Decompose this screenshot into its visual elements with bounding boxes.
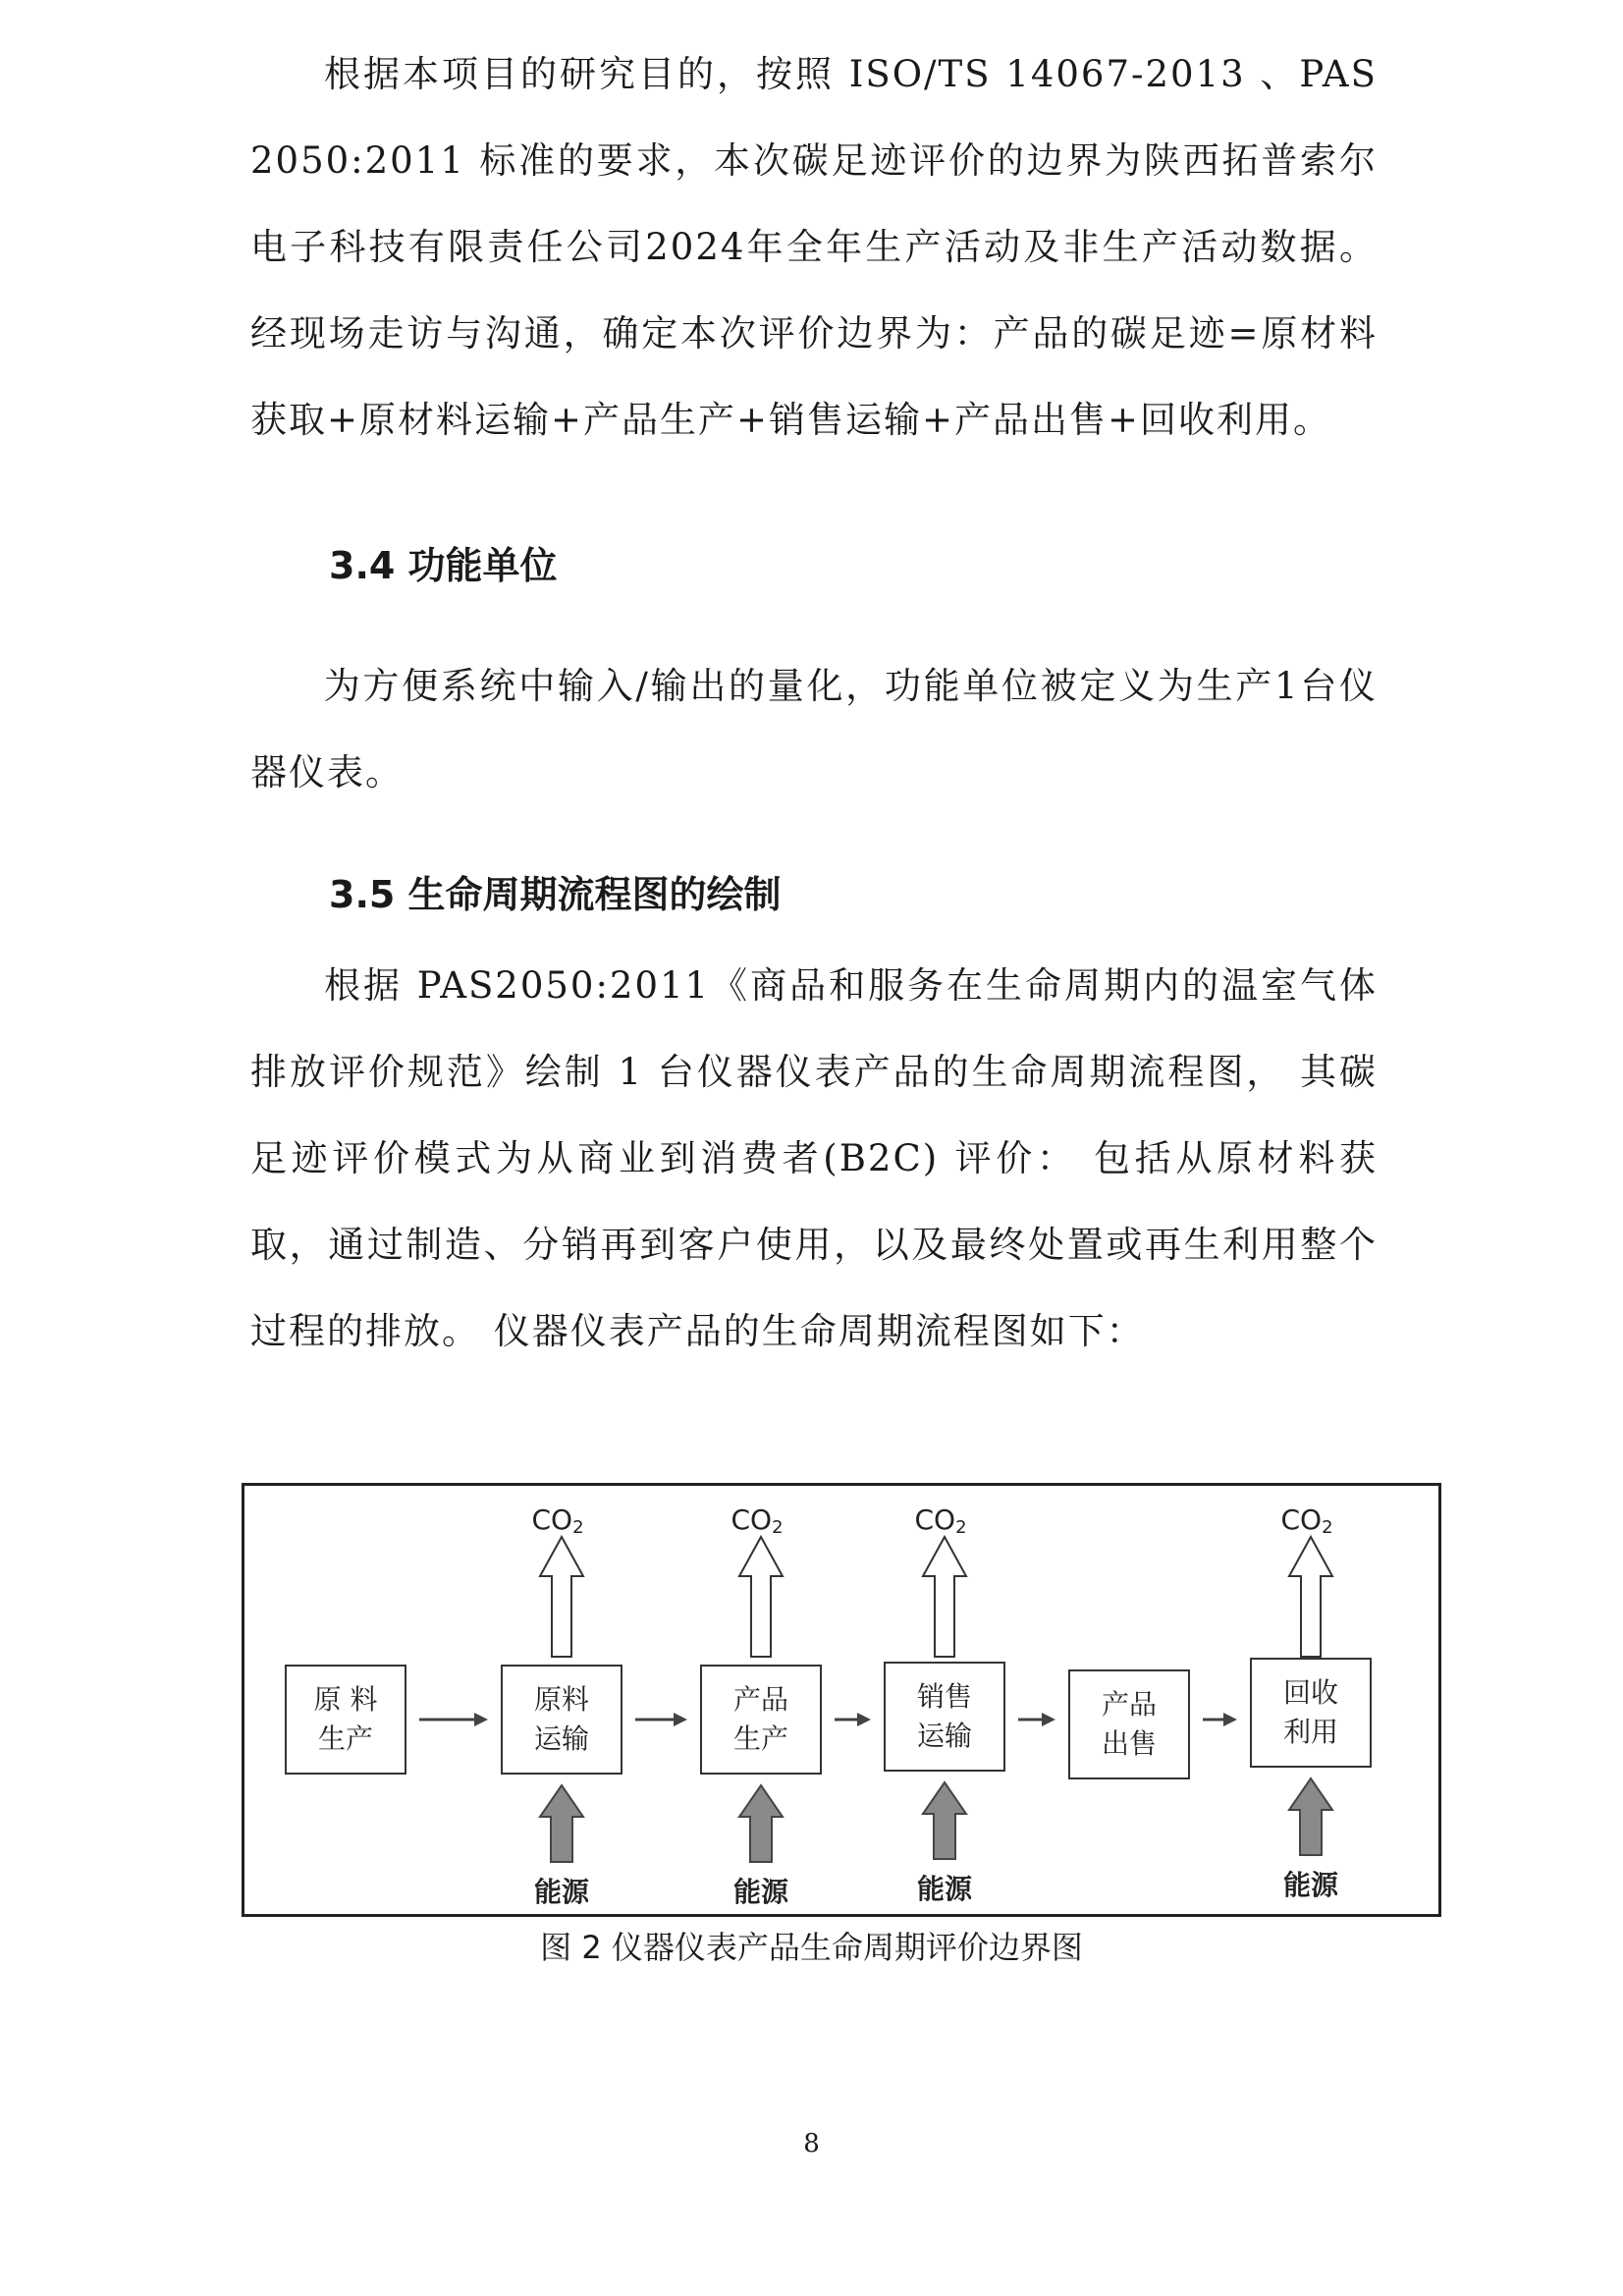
energy-label-2: 能源 <box>732 1876 789 1908</box>
stage-box-3 <box>885 1663 1004 1771</box>
energy-label-1: 能源 <box>533 1876 590 1908</box>
stage-label-0-line1: 原 料 <box>313 1683 378 1716</box>
stage-box-4 <box>1069 1670 1189 1778</box>
stage-label-5-line2: 利用 <box>1282 1716 1339 1748</box>
stage-box-0 <box>286 1666 406 1774</box>
energy-label-3: 能源 <box>916 1873 973 1905</box>
stage-label-1-line2: 运输 <box>533 1722 590 1755</box>
stage-box-1 <box>502 1666 622 1774</box>
stage-label-4-line2: 出售 <box>1101 1727 1158 1760</box>
paragraph-lifecycle: 根据 PAS2050:2011《商品和服务在生命周期内的温室气体排放评价规范》绘制 1 台仪器仪表产品的生命周期流程图， 其碳足迹评价模式为从商业到消费者(B2C) 评价： 包括从原材料获取，通过制造、分销再到客户使用，以及最终处置或再生利用整个过程的排放。 仪器仪表产品的生命周期流程图如下： <box>250 964 1378 1352</box>
co2-arrow-1 <box>540 1537 583 1657</box>
energy-arrow-1 <box>540 1785 583 1862</box>
stage-label-1-line1: 原料 <box>533 1683 590 1716</box>
stage-label-4-line1: 产品 <box>1101 1688 1158 1721</box>
paragraph-functional-unit: 为方便系统中输入/输出的量化，功能单位被定义为生产1台仪器仪表。 <box>250 665 1378 793</box>
co2-label-1: CO2 <box>531 1503 584 1538</box>
stage-label-3-line2: 运输 <box>916 1720 973 1752</box>
energy-arrow-2 <box>739 1785 783 1862</box>
stage-label-2-line2: 生产 <box>732 1722 789 1755</box>
stage-box-2 <box>701 1666 821 1774</box>
co2-arrow-5 <box>1289 1537 1332 1657</box>
energy-arrow-5 <box>1289 1778 1332 1855</box>
co2-arrow-2 <box>739 1537 783 1657</box>
co2-arrow-3 <box>923 1537 966 1657</box>
lifecycle-diagram <box>242 1483 1441 1917</box>
stage-label-5-line1: 回收 <box>1282 1676 1339 1709</box>
energy-arrow-3 <box>923 1782 966 1859</box>
page-number: 8 <box>803 2129 820 2159</box>
co2-label-5: CO2 <box>1280 1503 1333 1538</box>
stage-box-5 <box>1251 1659 1371 1767</box>
heading-lifecycle: 3.5 生命周期流程图的绘制 <box>329 873 782 916</box>
flow-arrow-head-4 <box>1223 1713 1237 1726</box>
co2-label-2: CO2 <box>730 1503 784 1538</box>
paragraph-boundary: 根据本项目的研究目的，按照 ISO/TS 14067-2013 、PAS 2050:2011 标准的要求，本次碳足迹评价的边界为陕西拓普索尔电子科技有限责任公司2024年全年生产活动及非生产活动数据。经现场走访与沟通，确定本次评价边界为：产品的碳足迹=原材料获取+原材料运输+产品生产+销售运输+产品出售+回收利用。 <box>250 53 1378 441</box>
flow-arrow-head-1 <box>674 1713 687 1726</box>
heading-functional-unit: 3.4 功能单位 <box>329 544 558 587</box>
stage-label-2-line1: 产品 <box>732 1683 789 1716</box>
figure-caption: 图 2 仪器仪表产品生命周期评价边界图 <box>540 1929 1083 1966</box>
flow-arrow-head-2 <box>857 1713 871 1726</box>
flow-arrow-head-0 <box>474 1713 488 1726</box>
co2-label-3: CO2 <box>914 1503 967 1538</box>
flow-arrow-head-3 <box>1042 1713 1055 1726</box>
energy-label-5: 能源 <box>1282 1869 1339 1901</box>
stage-label-3-line1: 销售 <box>916 1680 973 1713</box>
stage-label-0-line2: 生产 <box>317 1722 374 1755</box>
